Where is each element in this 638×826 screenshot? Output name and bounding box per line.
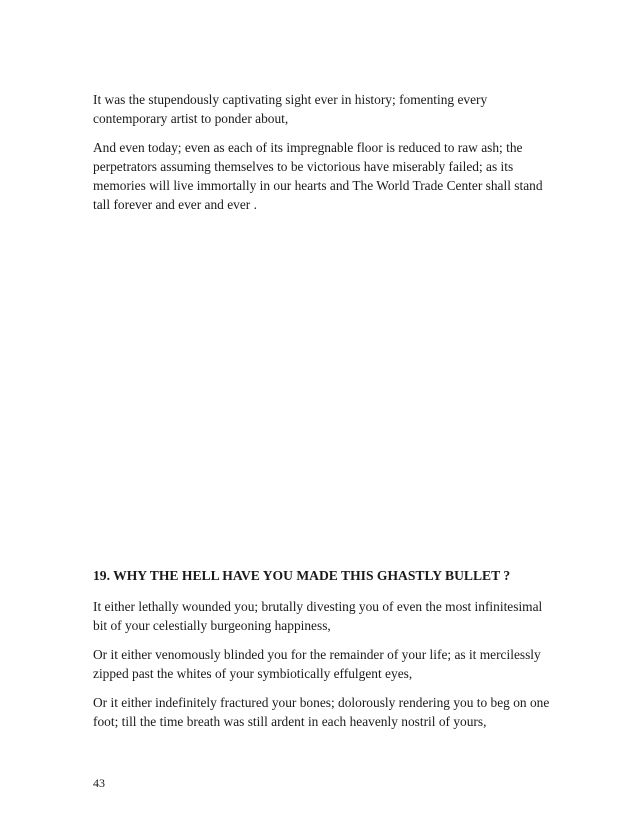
paragraph: It was the stupendously captivating sight ever in history; fomenting every contemporary artist to ponder about,: [93, 92, 488, 126]
paragraph: Or it either venomously blinded you for the remainder of your life; as it mercilessly zipped past the whites of your symbiotically effulgent eyes,: [93, 647, 541, 681]
paragraph: It either lethally wounded you; brutally divesting you of even the most infinitesimal bit of your celestially burgeoning happiness,: [93, 599, 543, 633]
paragraph: And even today; even as each of its impregnable floor is reduced to raw ash; the perpetrators assuming themselves to be victorious have miserably failed; as its memories will live immortally in our hearts and The World Trade Center shall stand tall forever and ever and ever .: [93, 140, 543, 212]
top-section: [93, 90, 553, 224]
page-number: 43: [93, 776, 105, 790]
paragraph: Or it either indefinitely fractured your bones; dolorously rendering you to beg on one foot; till the time breath was still ardent in each heavenly nostril of yours,: [93, 695, 550, 729]
poem-title: 19. WHY THE HELL HAVE YOU MADE THIS GHASTLY BULLET ?: [93, 568, 511, 583]
poem-section: [93, 566, 553, 741]
